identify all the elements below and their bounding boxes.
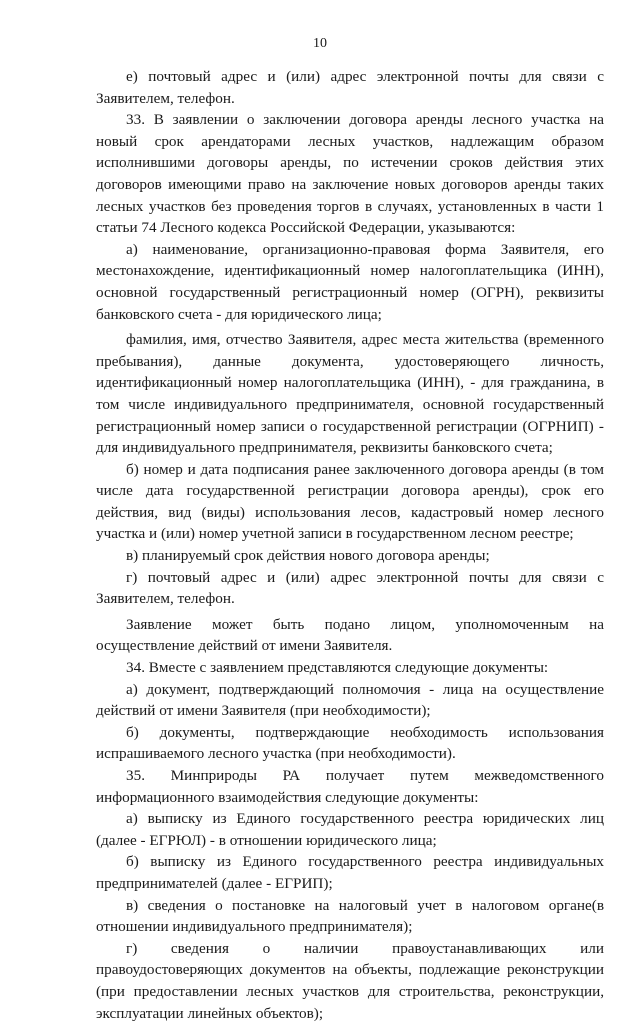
paragraph-33-a-individual: фамилия, имя, отчество Заявителя, адрес места жительства (временного пребывания), данные документа, удостоверяющего личность, идентификационный номер налогоплательщика (ИНН), - для гражданина, в том числе индивидуального предпринимателя, основной государственный регистрационный номер записи о государственной регистрации (ОГРНИП) - для индивидуального предпринимателя, реквизиты банковского счета; [96, 331, 604, 457]
paragraph-35-b: б) выписку из Единого государственного реестра индивидуальных предпринимателей (далее - ЕГРИП); [96, 853, 604, 892]
paragraph-35-a: а) выписку из Единого государственного реестра юридических лиц (далее - ЕГРЮЛ) - в отношении юридического лица; [96, 810, 604, 849]
paragraph-34-b: б) документы, подтверждающие необходимость использования испрашиваемого лесного участка (при необходимости). [96, 723, 604, 763]
paragraph-34-a: а) документ, подтверждающий полномочия - лица на осуществление действий от имени Заявителя (при необходимости); [96, 680, 604, 720]
paragraph-35-v: в) сведения о постановке на налоговый учет в налоговом органе(в отношении индивидуального предпринимателя); [96, 896, 604, 936]
paragraph-33: 33. В заявлении о заключении договора аренды лесного участка на новый срок арендаторами лесных участков, надлежащим образом исполнившими договоры аренды, по истечении сроков действия этих договоров имеющими право на заключение новых договоров аренды таких лесных участков без проведения торгов в случаях, установленных в части 1 статьи 74 Лесного кодекса Российской Федерации, указываются: [96, 111, 604, 237]
page-number: 10 [313, 36, 327, 51]
paragraph-33-a: а) наименование, организационно-правовая форма Заявителя, его местонахождение, идентификационный номер налогоплательщика (ИНН), основной государственный регистрационный номер (ОГРН), реквизиты банковского счета - для юридического лица; [96, 240, 604, 323]
paragraph-33-note: Заявление может быть подано лицом, уполномоченным на осуществление действий от имени Заявителя. [96, 615, 604, 655]
paragraph-33-g: г) почтовый адрес и (или) адрес электронной почты для связи с Заявителем, телефон. [96, 568, 604, 608]
paragraph-35: 35. Минприроды РА получает путем межведомственного информационного взаимодействия следующие документы: [96, 767, 604, 806]
paragraph-33-v: в) планируемый срок действия нового договора аренды; [126, 547, 490, 565]
paragraph-35-g: г) сведения о наличии правоустанавливающих или правоудостоверяющих документов на объекты, подлежащие реконструкции (при предоставлении лесных участков для строительства, реконструкции, эксплуатации линейных объектов); [96, 939, 604, 1022]
paragraph-33-b: б) номер и дата подписания ранее заключенного договора аренды (в том числе дата государственной регистрации договора аренды), срок его действия, вид (виды) использования лесов, кадастровый номер лесного участка и (или) номер учетной записи в государственном лесном реестре; [96, 460, 604, 543]
paragraph-34: 34. Вместе с заявлением представляются следующие документы: [126, 659, 549, 677]
document-body [96, 66, 604, 1024]
paragraph-e-contact: е) почтовый адрес и (или) адрес электронной почты для связи с Заявителем, телефон. [96, 68, 604, 107]
